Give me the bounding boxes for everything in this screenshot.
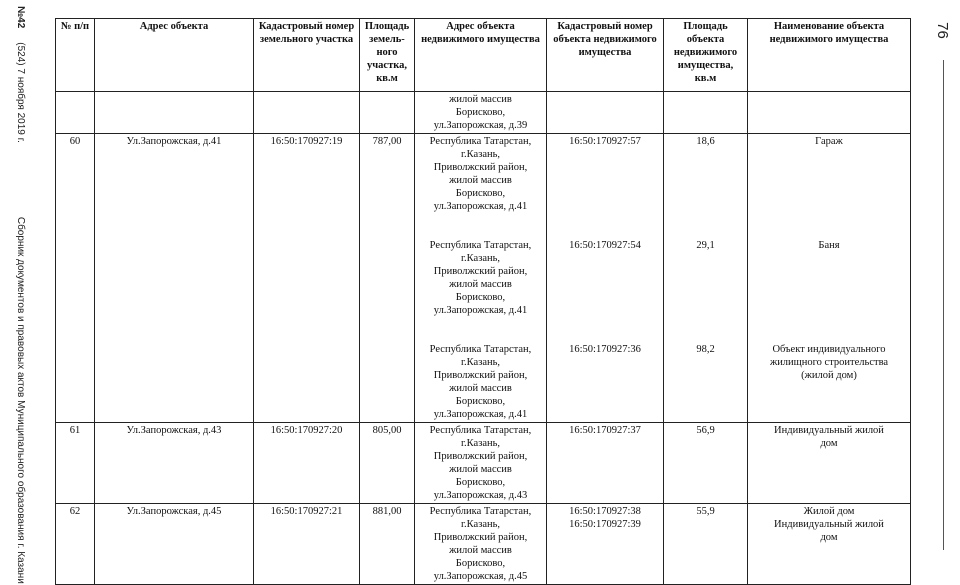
- issue-number: №42: [15, 6, 26, 29]
- row-num: 60: [56, 134, 95, 423]
- object-name: Гараж: [748, 134, 911, 239]
- page-number: 76: [933, 22, 951, 39]
- row-area: 805,00: [360, 423, 415, 504]
- row-cadastral: 16:50:170927:21: [254, 504, 360, 585]
- header-land-area: Площадь земель-ного участка, кв.м: [360, 19, 415, 92]
- row-address: Ул.Запорожская, д.43: [95, 423, 254, 504]
- object-area: 18,6: [664, 134, 748, 239]
- object-cadastral: 16:50:170927:57: [547, 134, 664, 239]
- property-table: [55, 18, 911, 585]
- object-cadastral: 16:50:170927:38 16:50:170927:39: [547, 504, 664, 585]
- header-num: № п/п: [56, 19, 95, 92]
- row-num: 62: [56, 504, 95, 585]
- header-object-area: Площадь объекта недвижимого имущества, кв.м: [664, 19, 748, 92]
- object-address: Республика Татарстан, г.Казань, Приволжский район, жилой массив Борисково, ул.Запорожская, д.41: [415, 342, 547, 423]
- sidebar-header: [10, 6, 26, 584]
- table-header-row: [56, 19, 911, 92]
- object-name: Жилой дом Индивидуальный жилой дом: [748, 504, 911, 585]
- object-address: Республика Татарстан, г.Казань, Приволжский район, жилой массив Борисково, ул.Запорожская, д.41: [415, 238, 547, 342]
- object-address: Республика Татарстан, г.Казань, Приволжский район, жилой массив Борисково, ул.Запорожская, д.41: [415, 134, 547, 239]
- row-num: 61: [56, 423, 95, 504]
- object-cadastral: 16:50:170927:37: [547, 423, 664, 504]
- row-address: Ул.Запорожская, д.41: [95, 134, 254, 423]
- object-area: 56,9: [664, 423, 748, 504]
- object-name: Объект индивидуального жилищного строительства (жилой дом): [748, 342, 911, 423]
- object-address: Республика Татарстан, г.Казань, Приволжский район, жилой массив Борисково, ул.Запорожская, д.45: [415, 504, 547, 585]
- header-land-cadastral: Кадастровый номер земельного участка: [254, 19, 360, 92]
- row-address: Ул.Запорожская, д.45: [95, 504, 254, 585]
- header-address: Адрес объекта: [95, 19, 254, 92]
- issue-date: (524) 7 ноября 2019 г.: [15, 42, 26, 143]
- table-row: [56, 134, 911, 239]
- object-area: 98,2: [664, 342, 748, 423]
- collection-title: Сборник документов и правовых актов Муниципального образования г. Казани: [15, 216, 26, 584]
- object-area: 55,9: [664, 504, 748, 585]
- object-cadastral: 16:50:170927:36: [547, 342, 664, 423]
- object-cadastral: 16:50:170927:54: [547, 238, 664, 342]
- row-area: 787,00: [360, 134, 415, 423]
- header-object-address: Адрес объекта недвижимого имущества: [415, 19, 547, 92]
- object-name: Баня: [748, 238, 911, 342]
- table-row: [56, 92, 911, 134]
- object-address: Республика Татарстан, г.Казань, Приволжский район, жилой массив Борисково, ул.Запорожская, д.43: [415, 423, 547, 504]
- header-object-cadastral: Кадастровый номер объекта недвижимого имущества: [547, 19, 664, 92]
- object-area: 29,1: [664, 238, 748, 342]
- header-object-name: Наименование объекта недвижимого имущества: [748, 19, 911, 92]
- row-area: 881,00: [360, 504, 415, 585]
- row-cadastral: 16:50:170927:20: [254, 423, 360, 504]
- table-row: [56, 504, 911, 585]
- carry-over-address: жилой массив Борисково, ул.Запорожская, д.39: [415, 92, 547, 134]
- table-row: [56, 423, 911, 504]
- page-edge-line: [943, 60, 944, 550]
- object-name: Индивидуальный жилой дом: [748, 423, 911, 504]
- row-cadastral: 16:50:170927:19: [254, 134, 360, 423]
